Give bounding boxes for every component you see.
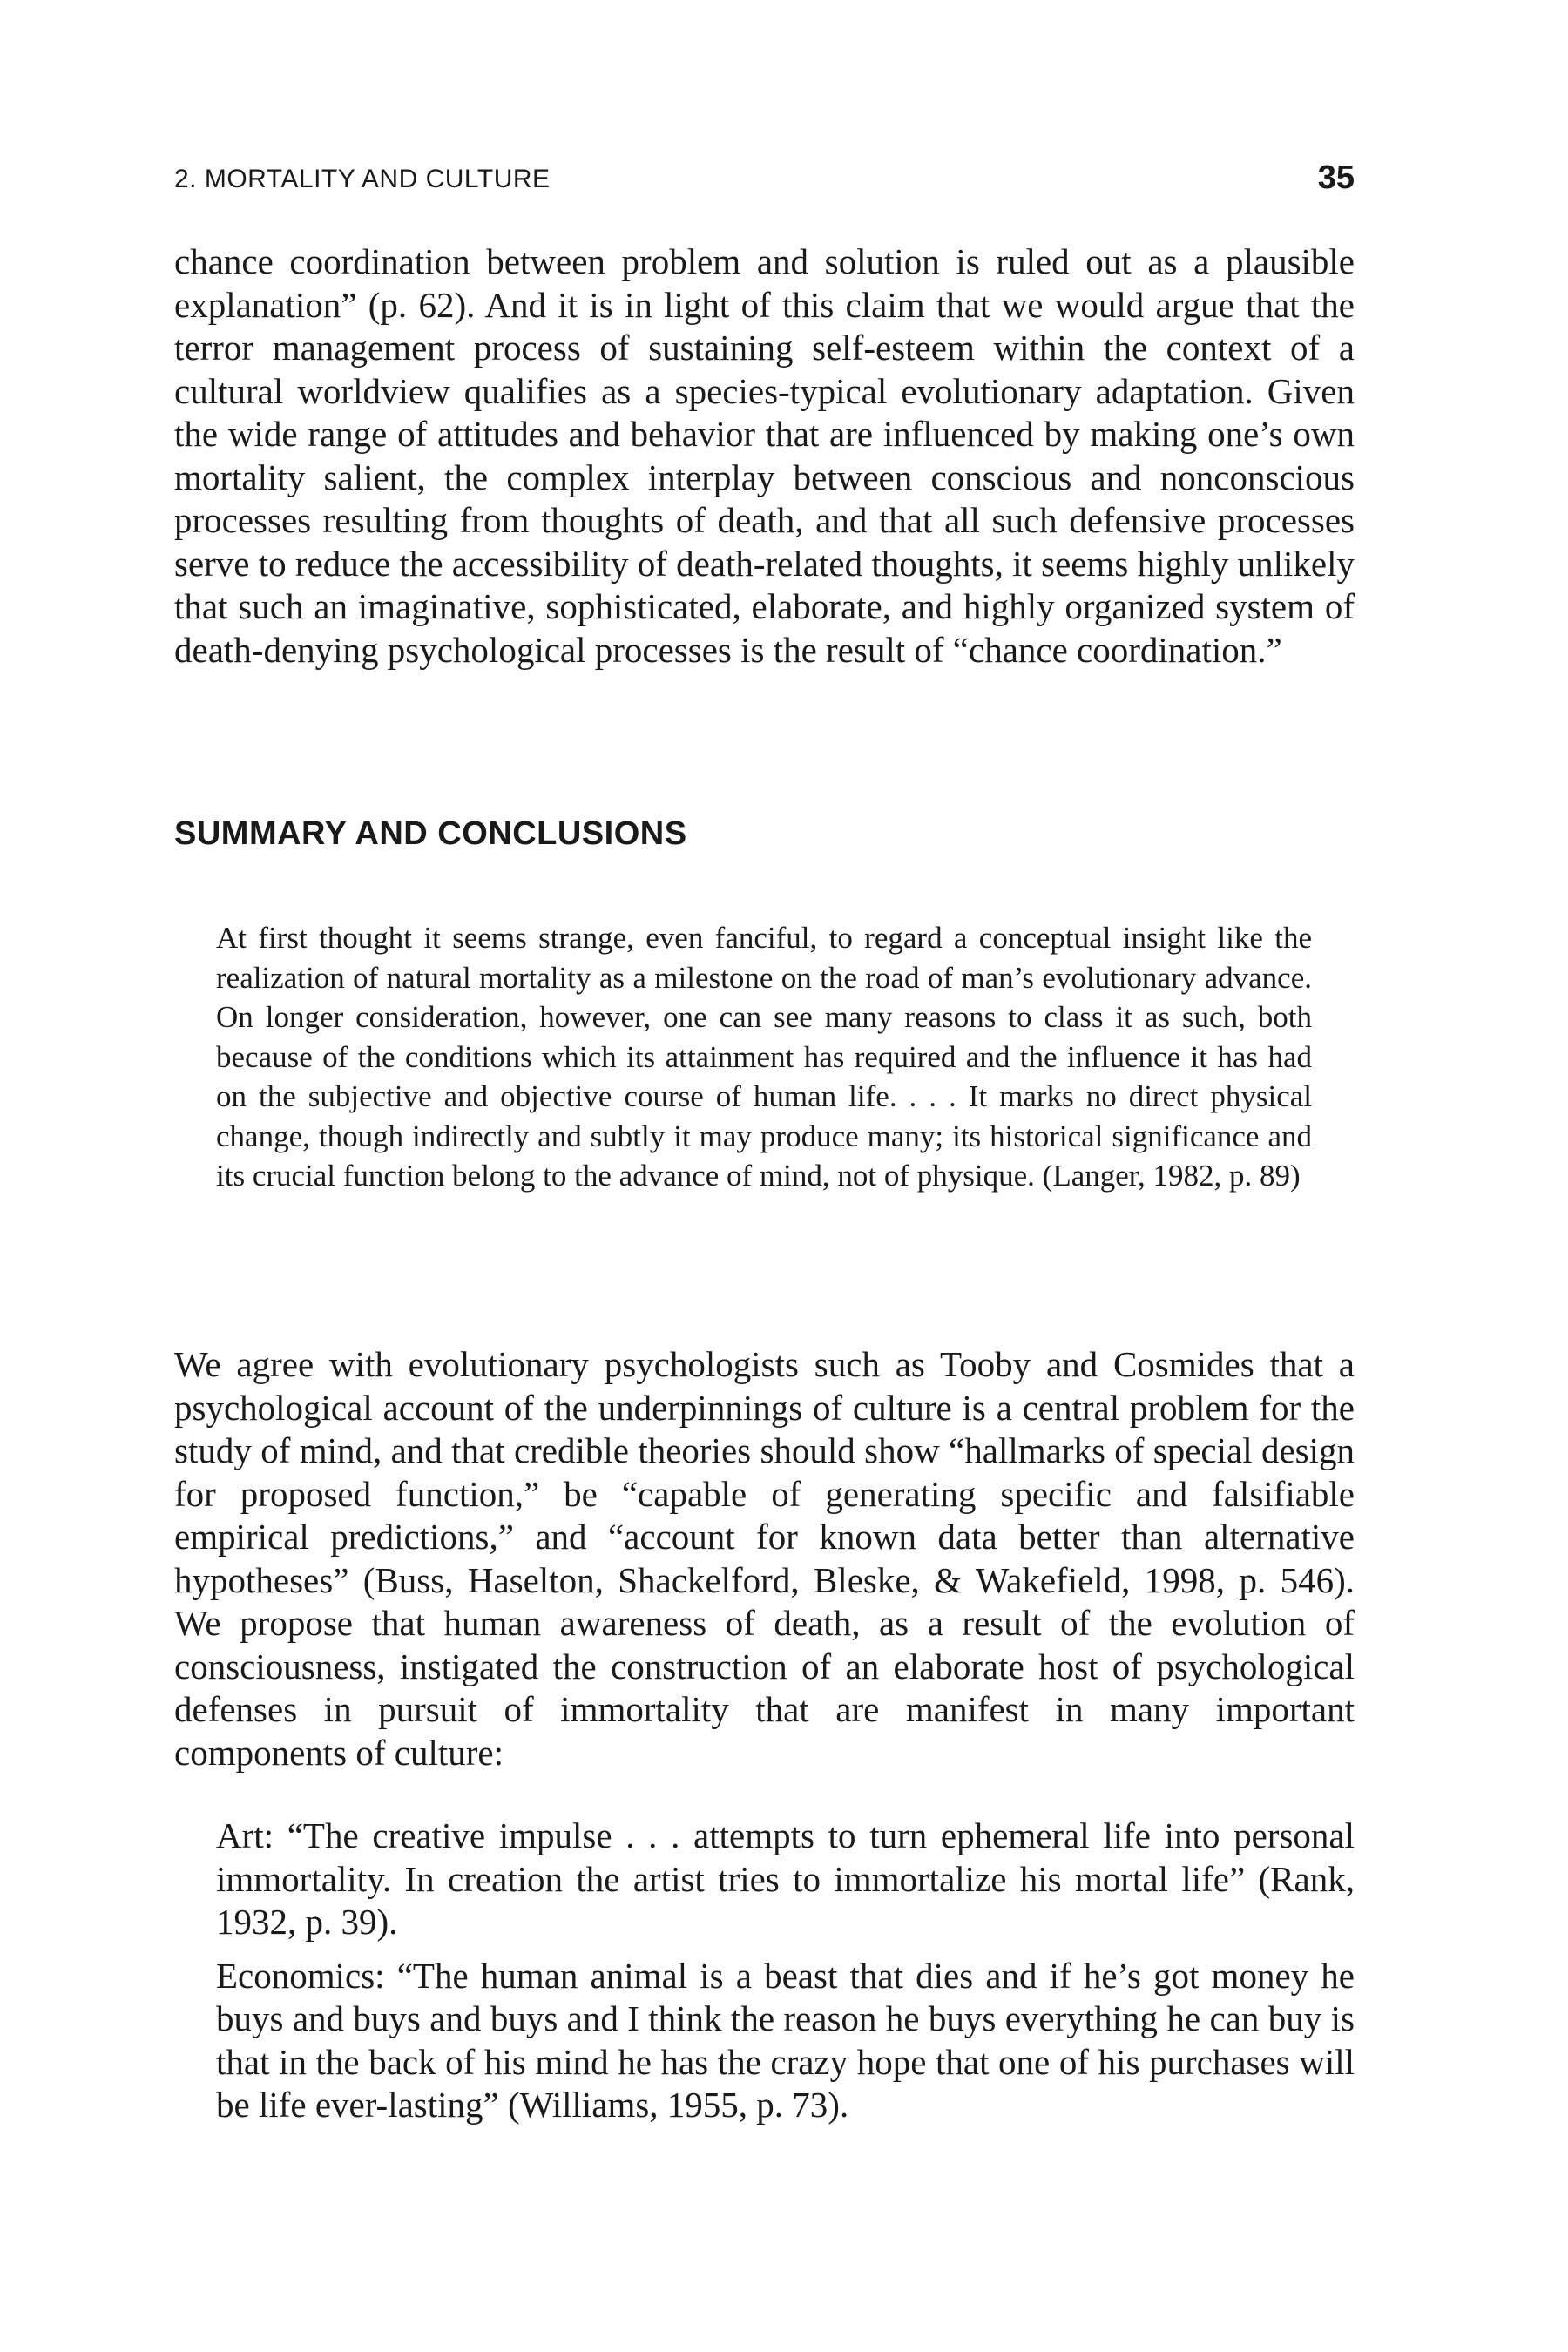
chapter-title: 2. MORTALITY AND CULTURE bbox=[174, 165, 551, 193]
book-page bbox=[174, 0, 1355, 2352]
running-head bbox=[174, 159, 1355, 203]
body-paragraph-1: chance coordination between problem and solution is ruled out as a plausible explanation” (p. 62). And it is in light of this claim that we would argue that the terror management process of sustaining self-esteem within the context of a cultural worldview qualifies as a species-typical evolutionary adaptation. Given the wide range of attitudes and behavior that are influenced by making one’s own mortality salient, the complex interplay between conscious and nonconscious processes resulting from thoughts of death, and that all such defensive processes serve to reduce the accessibility of death-related thoughts, it seems highly unlikely that such an imaginative, sophisticated, elaborate, and highly organized system of death-denying psychological processes is the result of “chance coordination.” bbox=[174, 241, 1355, 670]
page-number: 35 bbox=[1317, 159, 1355, 196]
body-paragraph-2: We agree with evolutionary psychologists such as Tooby and Cosmides that a psychological account of the underpinnings of culture is a central problem for the study of mind, and that credible theories should show “hallmarks of special design for proposed function,” be “capable of generating specific and falsifiable empirical predictions,” and “account for known data better than alternative hypotheses” (Buss, Haselton, Shackelford, Bleske, & Wakefield, 1998, p. 546). We propose that human awareness of death, as a result of the evolution of consciousness, instigated the construction of an elaborate host of psychological defenses in pursuit of immortality that are manifest in many important components of culture: bbox=[174, 1344, 1355, 1773]
list-item-art: Art: “The creative impulse . . . attempts to turn ephemeral life into personal immortality. In creation the artist tries to immortalize his mortal life” (Rank, 1932, p. 39). bbox=[216, 1815, 1355, 1942]
list-item-economics: Economics: “The human animal is a beast that dies and if he’s got money he buys and buys and buys and I think the reason he buys everything he can buy is that in the back of his mind he has the crazy hope that one of his purchases will be life ever-lasting” (Williams, 1955, p. 73). bbox=[216, 1955, 1355, 2125]
section-heading: SUMMARY AND CONCLUSIONS bbox=[174, 815, 687, 852]
culture-components-list bbox=[216, 1815, 1355, 2138]
block-quote: At first thought it seems strange, even fanciful, to regard a conceptual insight like the realization of natural mortality as a milestone on the road of man’s evolutionary advance. On longer consideration, however, one can see many reasons to class it as such, both because of the conditions which its attainment has required and the influence it has had on the subjective and objective course of human life. . . . It marks no direct physical change, though indirectly and subtly it may produce many; its historical significance and its crucial function belong to the advance of mind, not of physique. (Langer, 1982, p. 89) bbox=[216, 921, 1312, 1193]
